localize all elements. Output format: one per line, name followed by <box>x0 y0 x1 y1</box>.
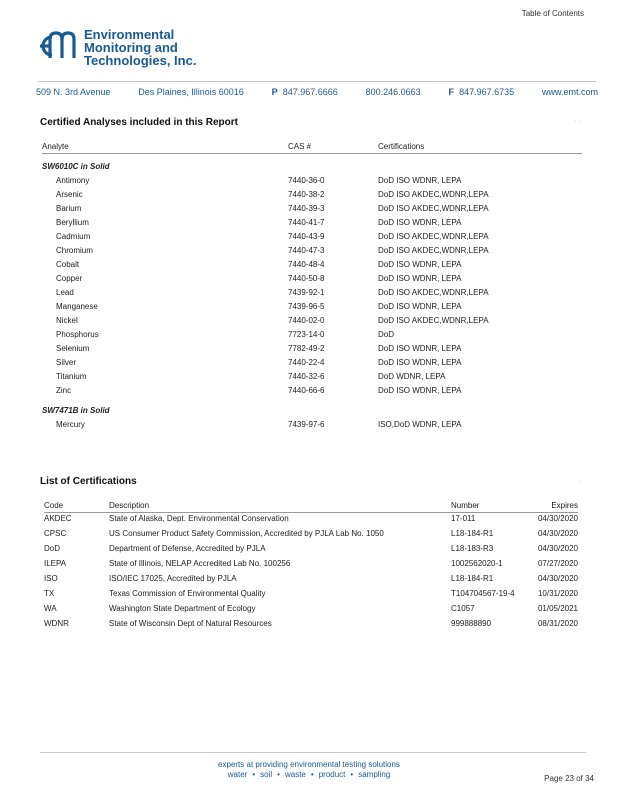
analyte-name: Arsenic <box>56 190 83 199</box>
page-number: Page 23 of 34 <box>544 774 594 783</box>
certification-expires: 01/05/2021 <box>537 604 578 613</box>
cas-number: 7439-96-5 <box>288 302 325 311</box>
certification-row <box>44 618 578 633</box>
certifications-list: DoD ISO WDNR, LEPA <box>378 358 462 367</box>
certification-row <box>44 528 578 543</box>
cas-number: 7782-49-2 <box>288 344 325 353</box>
certification-number: L18-184-R1 <box>451 529 494 538</box>
certification-expires: 04/30/2020 <box>537 529 578 538</box>
fax <box>449 87 515 97</box>
city: Des Plaines, Illinois 60016 <box>138 87 244 97</box>
fax-label: F <box>448 87 455 97</box>
company-name-line: Monitoring and <box>84 40 178 55</box>
certification-row <box>44 588 578 603</box>
certifications-list: DoD ISO AKDEC,WDNR,LEPA <box>378 246 489 255</box>
certification-number: 1002562020-1 <box>451 559 503 568</box>
certifications-list: DoD <box>378 330 395 339</box>
fax-number: 847.967.6735 <box>459 87 515 97</box>
company-name <box>84 28 196 67</box>
column-header-cas: CAS # <box>288 140 378 154</box>
analyte-name: Cobalt <box>56 260 80 269</box>
certification-code: CPSC <box>44 529 67 538</box>
cas-number: 7440-50-8 <box>288 274 325 283</box>
service-item: water <box>227 770 248 779</box>
footer-divider <box>40 752 586 753</box>
certification-description: Texas Commission of Environmental Quality <box>109 589 266 598</box>
cas-number: 7440-22-4 <box>288 358 325 367</box>
analyte-name: Antimony <box>56 176 90 185</box>
certification-code: TX <box>44 589 55 598</box>
analyte-name: Cadmium <box>56 232 91 241</box>
analyte-row <box>42 188 582 202</box>
analyte-name: Mercury <box>56 420 85 429</box>
phone <box>272 87 338 97</box>
certification-description: ISO/IEC 17025, Accredited by PJLA <box>109 574 237 583</box>
bullet-separator: • <box>350 770 354 779</box>
cas-number: 7440-36-0 <box>288 176 325 185</box>
certification-code: DoD <box>44 544 61 553</box>
certification-code: ISO <box>44 574 58 583</box>
cas-number: 7440-41-7 <box>288 218 325 227</box>
analyte-row <box>42 174 582 188</box>
certification-row <box>44 513 578 529</box>
method-group-name: SW7471B in Solid <box>42 406 110 415</box>
footer-services <box>0 770 618 779</box>
analyte-row <box>42 418 582 432</box>
analyte-row <box>42 384 582 398</box>
table-header-row <box>42 140 582 154</box>
certifications-list: DoD ISO AKDEC,WDNR,LEPA <box>378 204 489 213</box>
certifications-list: DoD ISO AKDEC,WDNR,LEPA <box>378 232 489 241</box>
analyte-name: Chromium <box>56 246 93 255</box>
certification-description: State of Wisconsin Dept of Natural Resources <box>109 619 272 628</box>
cas-number: 7440-47-3 <box>288 246 325 255</box>
method-group-row <box>42 398 582 418</box>
corner-dot-icon: · <box>578 478 581 485</box>
certification-number: 17-011 <box>451 514 476 523</box>
corner-dots-icon: · · <box>574 118 581 125</box>
table-of-contents-link[interactable]: Table of Contents <box>521 9 584 18</box>
certifications-list: DoD ISO WDNR, LEPA <box>378 176 462 185</box>
emt-logo-icon <box>36 28 76 64</box>
certification-expires: 04/30/2020 <box>537 544 578 553</box>
certification-description: Department of Defense, Accredited by PJLA <box>109 544 266 553</box>
certifications-title: List of Certifications <box>40 476 137 487</box>
certifications-list: ISO,DoD WDNR, LEPA <box>378 420 462 429</box>
cas-number: 7440-02-0 <box>288 316 325 325</box>
cas-number: 7440-48-4 <box>288 260 325 269</box>
company-name-line: Technologies, Inc. <box>84 53 197 68</box>
certifications-list: DoD ISO AKDEC,WDNR,LEPA <box>378 190 489 199</box>
certification-row <box>44 603 578 618</box>
service-item: sampling <box>358 770 391 779</box>
analyte-name: Nickel <box>56 316 78 325</box>
certifications-list: DoD ISO AKDEC,WDNR,LEPA <box>378 316 489 325</box>
cas-number: 7440-32-6 <box>288 372 325 381</box>
certification-expires: 04/30/2020 <box>537 574 578 583</box>
column-header-analyte: Analyte <box>42 140 288 154</box>
certifications-list: DoD WDNR, LEPA <box>378 372 446 381</box>
certifications-list: DoD ISO WDNR, LEPA <box>378 344 462 353</box>
column-header-description: Description <box>109 499 451 513</box>
certification-expires: 04/30/2020 <box>537 514 578 523</box>
address: 509 N. 3rd Avenue <box>36 87 111 97</box>
certification-number: L18-183-R3 <box>451 544 494 553</box>
column-header-certifications: Certifications <box>378 140 582 154</box>
certifications-list: DoD ISO WDNR, LEPA <box>378 274 462 283</box>
analyte-name: Beryllium <box>56 218 89 227</box>
certification-expires: 10/31/2020 <box>537 589 578 598</box>
cas-number: 7440-39-3 <box>288 204 325 213</box>
service-item: product <box>318 770 346 779</box>
company-name-line: Environmental <box>84 27 175 42</box>
certifications-list: DoD ISO WDNR, LEPA <box>378 386 462 395</box>
analyte-name: Phosphorus <box>56 330 99 339</box>
analyses-title: Certified Analyses included in this Report <box>40 117 238 128</box>
certification-expires: 08/31/2020 <box>537 619 578 628</box>
certifications-table <box>44 499 578 633</box>
analyte-name: Zinc <box>56 386 72 395</box>
analyte-row <box>42 244 582 258</box>
tollfree-number: 800.246.0663 <box>365 87 421 97</box>
analyte-row <box>42 230 582 244</box>
footer-tagline: experts at providing environmental testing solutions <box>218 760 400 769</box>
analyte-name: Titanium <box>56 372 87 381</box>
column-header-number: Number <box>451 499 523 513</box>
column-header-code: Code <box>44 499 109 513</box>
certification-code: ILEPA <box>44 559 67 568</box>
analyte-name: Lead <box>56 288 74 297</box>
analyte-name: Copper <box>56 274 83 283</box>
analyte-row <box>42 356 582 370</box>
analyte-row <box>42 202 582 216</box>
analyte-row <box>42 258 582 272</box>
certification-code: WDNR <box>44 619 69 628</box>
cas-number: 7440-38-2 <box>288 190 325 199</box>
certification-description: US Consumer Product Safety Commission, Accredited by PJLA Lab No. 1050 <box>109 529 384 538</box>
analyte-name: Manganese <box>56 302 98 311</box>
certification-expires: 07/27/2020 <box>537 559 578 568</box>
service-item: soil <box>260 770 273 779</box>
certification-code: AKDEC <box>44 514 72 523</box>
cas-number: 7439-92-1 <box>288 288 325 297</box>
website-link[interactable]: www.emt.com <box>541 87 598 97</box>
certification-number: 999888890 <box>451 619 492 628</box>
analyte-row <box>42 272 582 286</box>
analyte-row <box>42 286 582 300</box>
cas-number: 7440-66-6 <box>288 386 325 395</box>
bullet-separator: • <box>277 770 280 779</box>
certifications-list: DoD ISO WDNR, LEPA <box>378 302 462 311</box>
analyte-row <box>42 300 582 314</box>
certification-row <box>44 573 578 588</box>
certification-description: State of Illinois, NELAP Accredited Lab No. 100256 <box>109 559 291 568</box>
service-item: waste <box>284 770 306 779</box>
analyte-row <box>42 342 582 356</box>
certification-description: Washington State Department of Ecology <box>109 604 256 613</box>
certification-number: C1057 <box>451 604 475 613</box>
certification-description: State of Alaska, Dept. Environmental Conservation <box>109 514 289 523</box>
analyte-name: Silver <box>56 358 77 367</box>
method-group-row <box>42 154 582 175</box>
analyses-table <box>42 140 582 432</box>
bullet-separator: • <box>252 770 256 779</box>
table-header-row <box>44 499 578 513</box>
bullet-separator: • <box>310 770 314 779</box>
contact-bar <box>36 87 598 97</box>
certifications-list: DoD ISO WDNR, LEPA <box>378 260 462 269</box>
analyte-row <box>42 314 582 328</box>
analyte-row <box>42 370 582 384</box>
column-header-expires: Expires <box>523 499 578 513</box>
certification-number: L18-184-R1 <box>451 574 494 583</box>
analyte-row <box>42 328 582 342</box>
cas-number: 7723-14-0 <box>288 330 325 339</box>
header-divider <box>38 81 596 82</box>
certification-row <box>44 543 578 558</box>
certification-number: T104704567-19-4 <box>451 589 515 598</box>
analyte-name: Selenium <box>56 344 90 353</box>
analyte-name: Barium <box>56 204 82 213</box>
certification-row <box>44 558 578 573</box>
certification-code: WA <box>44 604 57 613</box>
analyte-row <box>42 216 582 230</box>
certifications-list: DoD ISO WDNR, LEPA <box>378 218 462 227</box>
certifications-list: DoD ISO AKDEC,WDNR,LEPA <box>378 288 489 297</box>
phone-label: P <box>271 87 278 97</box>
method-group-name: SW6010C in Solid <box>42 162 110 171</box>
phone-number: 847.967.6666 <box>282 87 338 97</box>
cas-number: 7440-43-9 <box>288 232 325 241</box>
cas-number: 7439-97-6 <box>288 420 325 429</box>
